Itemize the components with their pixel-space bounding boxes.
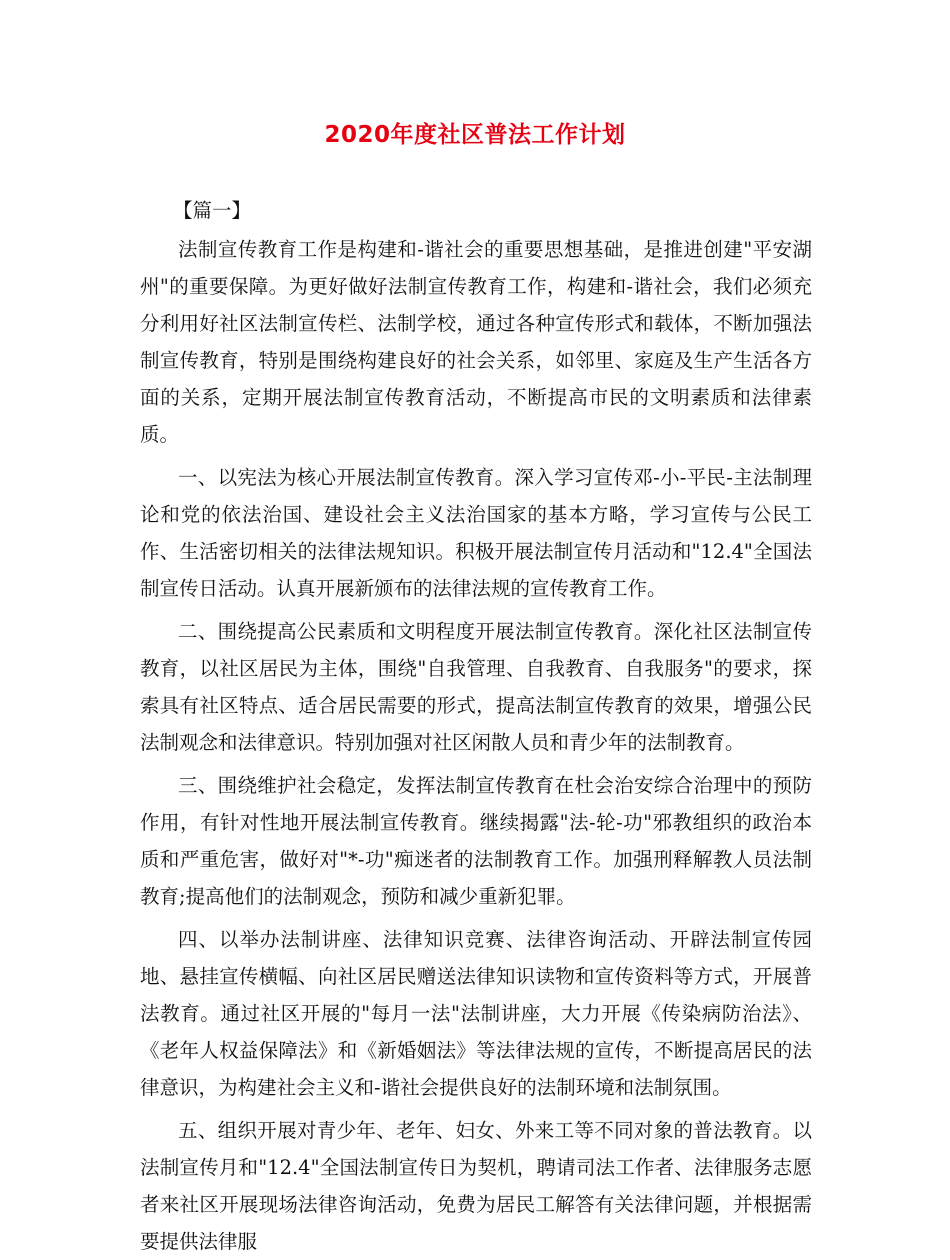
document-body: [140, 192, 812, 1260]
paragraph-item-1: 一、以宪法为核心开展法制宣传教育。深入学习宣传邓-小-平民-主法制理论和党的依法治国、建设社会主义法治国家的基本方略，学习宣传与公民工作、生活密切相关的法律法规知识。积极开展法制宣传月活动和"12.4"全国法制宣传日活动。认真开展新颁布的法律法规的宣传教育工作。: [140, 466, 812, 600]
paragraph-item-3: 三、围绕维护社会稳定，发挥法制宣传教育在杜会治安综合治理中的预防作用，有针对性地开展法制宣传教育。继续揭露"法-轮-功"邪教组织的政治本质和严重危害，做好对"*-功"痴迷者的法制教育工作。加强刑释解教人员法制教育;提高他们的法制观念，预防和减少重新犯罪。: [140, 774, 812, 908]
section-label: 【篇一】: [173, 199, 252, 222]
paragraph-item-5: 五、组织开展对青少年、老年、妇女、外来工等不同对象的普法教育。以法制宣传月和"12.4"全国法制宣传日为契机，聘请司法工作者、法律服务志愿者来社区开展现场法律咨询活动，免费为居民工解答有关法律问题，并根据需要提供法律服: [140, 1119, 812, 1253]
paragraph-intro: 法制宣传教育工作是构建和-谐社会的重要思想基础，是推进创建"平安湖州"的重要保障。为更好做好法制宣传教育工作，构建和-谐社会，我们必须充分利用好社区法制宣传栏、法制学校，通过各种宣传形式和载体，不断加强法制宣传教育，特别是围绕构建良好的社会关系，如邻里、家庭及生产生活各方面的关系，定期开展法制宣传教育活动，不断提高市民的文明素质和法律素质。: [140, 238, 812, 446]
paragraph-item-4: 四、以举办法制讲座、法律知识竞赛、法律咨询活动、开辟法制宣传园地、悬挂宣传横幅、向社区居民赠送法律知识读物和宣传资料等方式，开展普法教育。通过社区开展的"每月一法"法制讲座，大力开展《传染病防治法》、《老年人权益保障法》和《新婚姻法》等法律法规的宣传，不断提高居民的法律意识，为构建社会主义和-谐社会提供良好的法制环境和法制氛围。: [140, 928, 812, 1099]
paragraph-item-2: 二、围绕提高公民素质和文明程度开展法制宣传教育。深化社区法制宣传教育，以社区居民为主体，围绕"自我管理、自我教育、自我服务"的要求，探索具有社区特点、适合居民需要的形式，提高法制宣传教育的效果，增强公民法制观念和法律意识。特别加强对社区闲散人员和青少年的法制教育。: [140, 620, 812, 754]
document-title: 2020年度社区普法工作计划: [324, 122, 626, 148]
